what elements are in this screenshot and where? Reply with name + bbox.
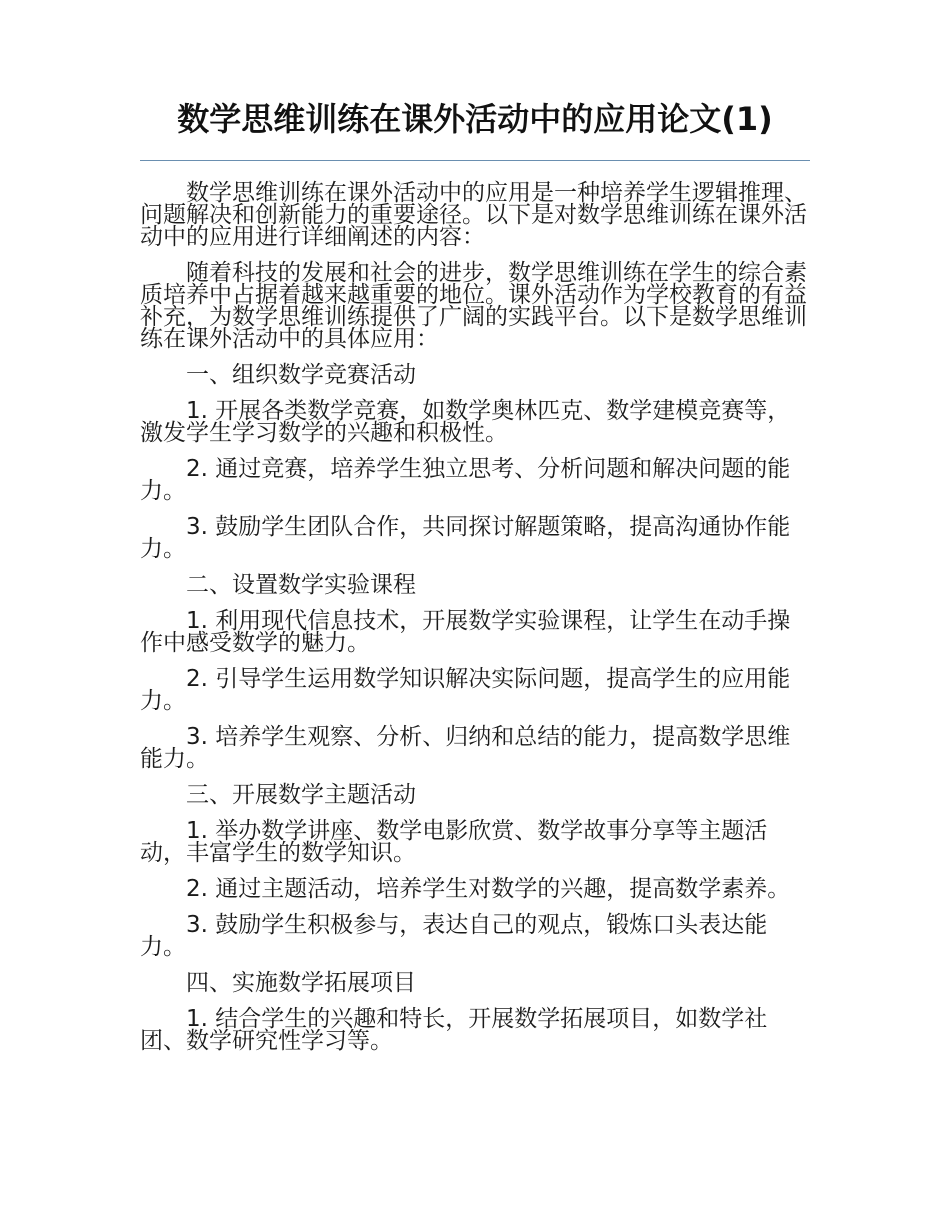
list-item: 1. 举办数学讲座、数学电影欣赏、数学故事分享等主题活动，丰富学生的数学知识。 [140,818,768,866]
list-item: 2. 通过主题活动，培养学生对数学的兴趣，提高数学素养。 [186,876,791,902]
section-heading-3: 三、开展数学主题活动 [186,782,416,808]
section-heading-1: 一、组织数学竞赛活动 [186,362,416,388]
list-item: 2. 引导学生运用数学知识解决实际问题，提高学生的应用能力。 [140,666,791,714]
list-item: 2. 通过竞赛，培养学生独立思考、分析问题和解决问题的能力。 [140,456,791,504]
list-item: 1. 利用现代信息技术，开展数学实验课程，让学生在动手操作中感受数学的魅力。 [140,608,791,656]
background-paragraph: 随着科技的发展和社会的进步，数学思维训练在学生的综合素质培养中占据着越来越重要的地位。课外活动作为学校教育的有益补充，为数学思维训练提供了广阔的实践平台。以下是数学思维训练在课外活动中的具体应用： [140,260,807,352]
intro-paragraph: 数学思维训练在课外活动中的应用是一种培养学生逻辑推理、问题解决和创新能力的重要途径。以下是对数学思维训练在课外活动中的应用进行详细阐述的内容： [140,180,807,250]
list-item: 1. 开展各类数学竞赛，如数学奥林匹克、数学建模竞赛等，激发学生学习数学的兴趣和积极性。 [140,398,791,446]
document-title: 数学思维训练在课外活动中的应用论文(1) [177,100,773,138]
title-divider [140,160,810,161]
list-item: 3. 鼓励学生积极参与，表达自己的观点，锻炼口头表达能力。 [140,912,768,960]
document-body [140,182,812,1066]
list-item: 3. 鼓励学生团队合作，共同探讨解题策略，提高沟通协作能力。 [140,514,791,562]
section-heading-2: 二、设置数学实验课程 [186,572,416,598]
list-item: 1. 结合学生的兴趣和特长，开展数学拓展项目，如数学社团、数学研究性学习等。 [140,1006,768,1054]
section-heading-4: 四、实施数学拓展项目 [186,970,416,996]
list-item: 3. 培养学生观察、分析、归纳和总结的能力，提高数学思维能力。 [140,724,791,772]
